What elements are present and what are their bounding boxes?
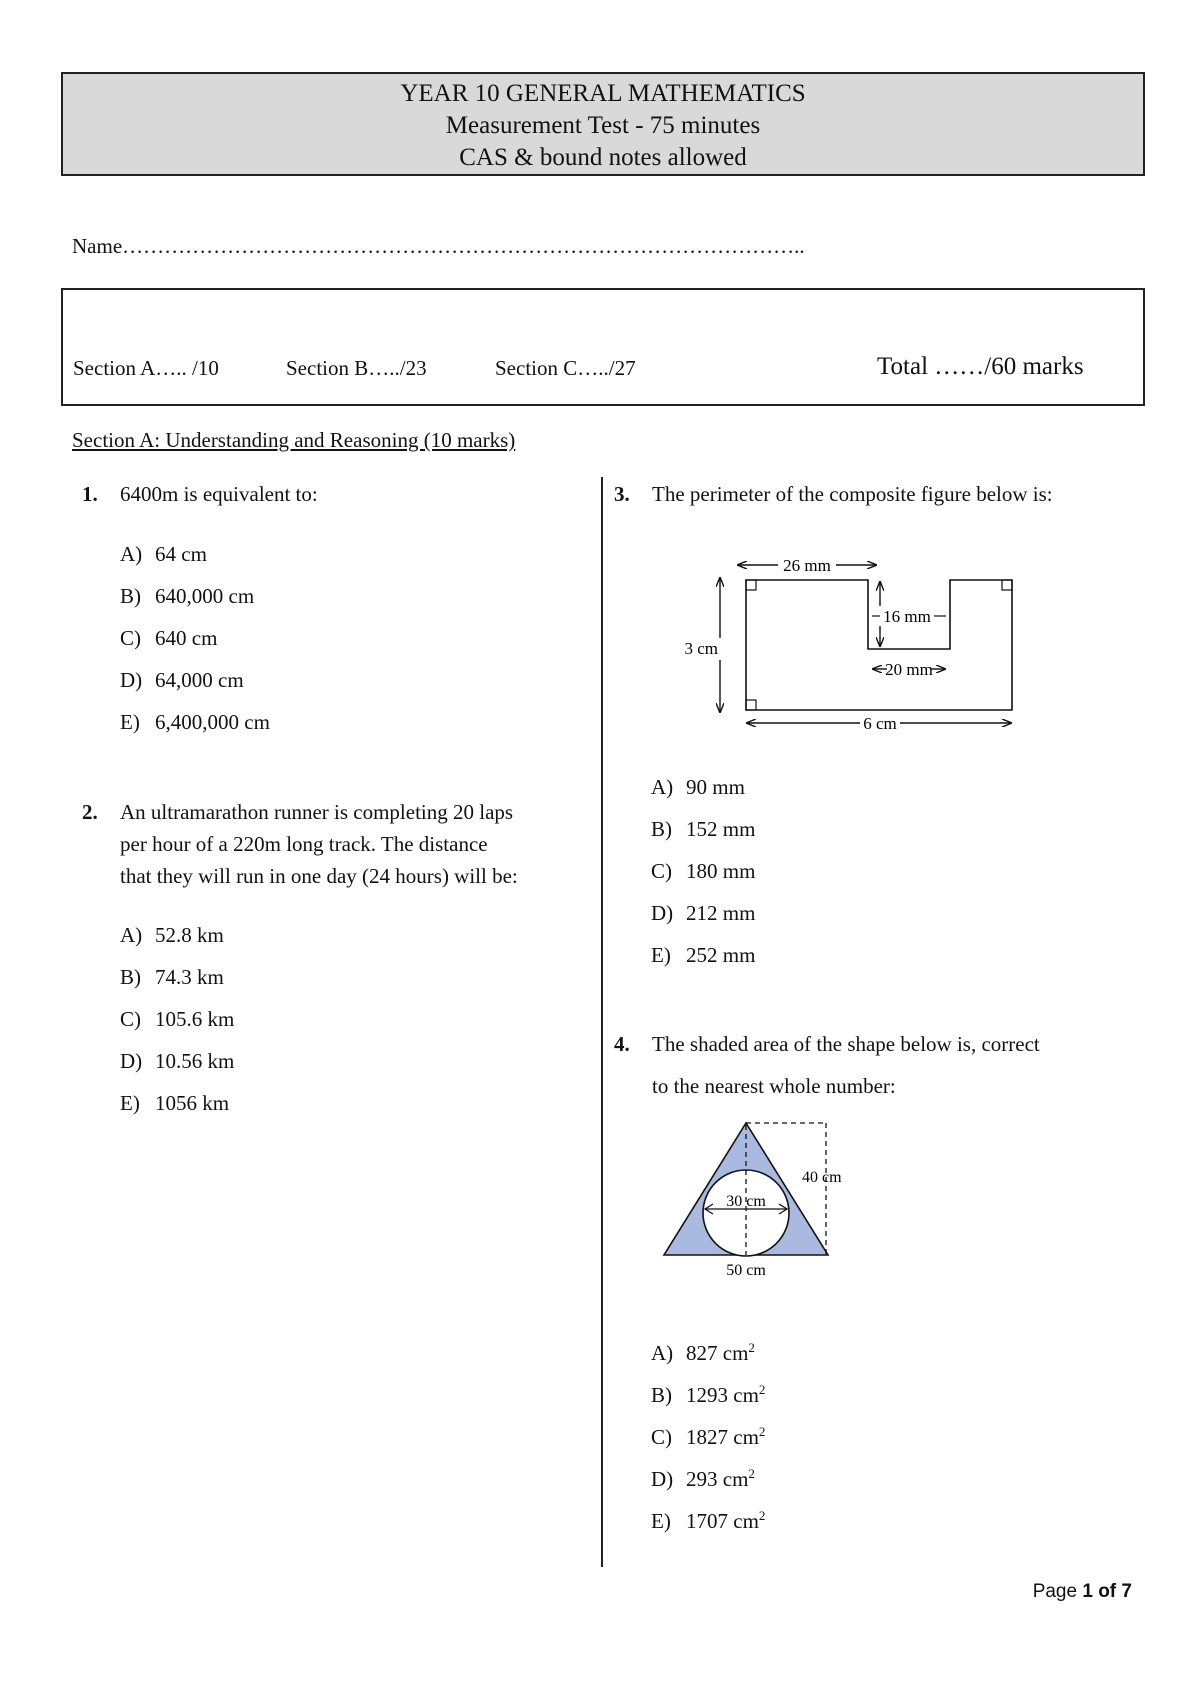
option-e[interactable] bbox=[120, 710, 270, 752]
diameter-label: 30 cm bbox=[726, 1193, 766, 1210]
option-superscript: 2 bbox=[758, 1424, 766, 1439]
option-superscript: 2 bbox=[748, 1466, 755, 1481]
column-divider bbox=[601, 477, 603, 1567]
option-label: D) bbox=[120, 1049, 143, 1073]
option-b[interactable] bbox=[120, 965, 234, 1007]
option-label: A) bbox=[120, 542, 143, 566]
question-stem-line-1: The shaded area of the shape below is, correct bbox=[652, 1032, 1040, 1056]
top-width-label: 26 mm bbox=[783, 556, 831, 575]
option-label: D) bbox=[120, 668, 143, 692]
student-name-field[interactable]: Name…………………………………………………………………………………….. bbox=[72, 234, 805, 258]
option-label: D) bbox=[651, 901, 674, 925]
option-superscript: 2 bbox=[758, 1508, 766, 1523]
question-stem: 6400m is equivalent to: bbox=[120, 482, 318, 506]
option-text: 1293 cm bbox=[686, 1383, 759, 1407]
option-label: B) bbox=[120, 965, 141, 989]
question-2-options bbox=[120, 923, 234, 1133]
question-number: 2. bbox=[82, 800, 98, 824]
option-label: E) bbox=[651, 943, 671, 967]
page-footer bbox=[1033, 1581, 1132, 1603]
option-text: 180 mm bbox=[686, 859, 756, 883]
option-label: B) bbox=[120, 584, 141, 608]
option-text: 52.8 km bbox=[155, 923, 224, 947]
option-superscript: 2 bbox=[758, 1382, 766, 1397]
height-label: 40 cm bbox=[802, 1169, 842, 1186]
option-label: E) bbox=[120, 1091, 140, 1115]
question-number: 1. bbox=[82, 482, 98, 506]
option-label: D) bbox=[651, 1467, 674, 1491]
option-b[interactable] bbox=[651, 817, 755, 859]
option-label: C) bbox=[651, 859, 672, 883]
triangle-circle-svg bbox=[660, 1115, 880, 1280]
option-text: 152 mm bbox=[686, 817, 756, 841]
option-text: 105.6 km bbox=[155, 1007, 235, 1031]
question-stem-line-3: that they will run in one day (24 hours) will be: bbox=[120, 864, 518, 888]
triangle-circle-figure bbox=[660, 1115, 880, 1285]
option-d[interactable] bbox=[120, 1049, 234, 1091]
option-text: 252 mm bbox=[686, 943, 756, 967]
option-text: 827 cm bbox=[686, 1341, 749, 1365]
option-b[interactable] bbox=[651, 1382, 765, 1424]
right-angle-mark bbox=[746, 700, 756, 710]
page-current: 1 bbox=[1082, 1581, 1093, 1602]
page-total: 7 bbox=[1121, 1581, 1132, 1602]
option-label: C) bbox=[120, 626, 141, 650]
test-header bbox=[61, 72, 1145, 176]
option-text: 293 cm bbox=[686, 1467, 749, 1491]
header-conditions: CAS & bound notes allowed bbox=[459, 144, 747, 171]
option-d[interactable] bbox=[651, 1466, 765, 1508]
question-number: 4. bbox=[614, 1032, 630, 1056]
option-text: 1827 cm bbox=[686, 1425, 759, 1449]
option-text: 64,000 cm bbox=[155, 668, 244, 692]
option-a[interactable] bbox=[120, 542, 270, 584]
option-d[interactable] bbox=[651, 901, 755, 943]
question-stem: The perimeter of the composite figure below is: bbox=[652, 482, 1053, 506]
option-label: C) bbox=[651, 1425, 672, 1449]
notch-width-label: 20 mm bbox=[885, 660, 933, 679]
question-stem-line-2: per hour of a 220m long track. The distance bbox=[120, 832, 488, 856]
question-4-options bbox=[651, 1340, 765, 1550]
option-d[interactable] bbox=[120, 668, 270, 710]
marks-summary-box bbox=[61, 288, 1145, 406]
option-label: B) bbox=[651, 817, 672, 841]
option-text: 64 cm bbox=[155, 542, 207, 566]
option-a[interactable] bbox=[651, 1340, 765, 1382]
option-b[interactable] bbox=[120, 584, 270, 626]
section-a-marks: Section A….. /10 bbox=[73, 356, 219, 380]
option-c[interactable] bbox=[651, 1424, 765, 1466]
option-a[interactable] bbox=[651, 775, 755, 817]
base-label: 50 cm bbox=[726, 1262, 766, 1279]
option-c[interactable] bbox=[120, 1007, 234, 1049]
question-1-options bbox=[120, 542, 270, 752]
right-angle-mark bbox=[1002, 580, 1012, 590]
option-e[interactable] bbox=[120, 1091, 234, 1133]
option-c[interactable] bbox=[651, 859, 755, 901]
question-number: 3. bbox=[614, 482, 630, 506]
option-c[interactable] bbox=[120, 626, 270, 668]
question-stem-line-2: to the nearest whole number: bbox=[652, 1074, 896, 1098]
option-label: A) bbox=[651, 1341, 674, 1365]
option-a[interactable] bbox=[120, 923, 234, 965]
option-text: 640,000 cm bbox=[155, 584, 255, 608]
option-text: 1056 km bbox=[155, 1091, 230, 1115]
composite-figure-svg bbox=[684, 548, 1030, 738]
composite-outline bbox=[746, 580, 1012, 710]
question-stem-line-1: An ultramarathon runner is completing 20 laps bbox=[120, 800, 514, 824]
option-label: A) bbox=[651, 775, 674, 799]
option-text: 10.56 km bbox=[155, 1049, 235, 1073]
section-b-marks: Section B…../23 bbox=[286, 356, 427, 380]
height-label: 3 cm bbox=[684, 639, 718, 658]
header-subtitle: Measurement Test - 75 minutes bbox=[445, 112, 761, 139]
option-text: 90 mm bbox=[686, 775, 745, 799]
option-text: 6,400,000 cm bbox=[155, 710, 270, 734]
option-label: C) bbox=[120, 1007, 141, 1031]
option-label: E) bbox=[120, 710, 140, 734]
option-label: B) bbox=[651, 1383, 672, 1407]
option-e[interactable] bbox=[651, 943, 755, 985]
bottom-width-label: 6 cm bbox=[863, 714, 897, 733]
option-e[interactable] bbox=[651, 1508, 765, 1550]
option-text: 1707 cm bbox=[686, 1509, 759, 1533]
option-text: 640 cm bbox=[155, 626, 218, 650]
question-3-options bbox=[651, 775, 755, 985]
option-text: 212 mm bbox=[686, 901, 756, 925]
total-marks: Total ……/60 marks bbox=[877, 353, 1084, 380]
page-of-word: of bbox=[1098, 1581, 1117, 1602]
option-label: A) bbox=[120, 923, 143, 947]
header-title: YEAR 10 GENERAL MATHEMATICS bbox=[400, 80, 806, 107]
composite-figure bbox=[684, 548, 1030, 743]
page-word: Page bbox=[1032, 1581, 1078, 1602]
option-superscript: 2 bbox=[748, 1340, 755, 1355]
option-text: 74.3 km bbox=[155, 965, 224, 989]
notch-depth-label: 16 mm bbox=[883, 607, 931, 626]
right-angle-mark bbox=[746, 580, 756, 590]
option-label: E) bbox=[651, 1509, 671, 1533]
section-c-marks: Section C…../27 bbox=[495, 356, 636, 380]
section-a-title: Section A: Understanding and Reasoning (10 marks) bbox=[72, 428, 516, 452]
